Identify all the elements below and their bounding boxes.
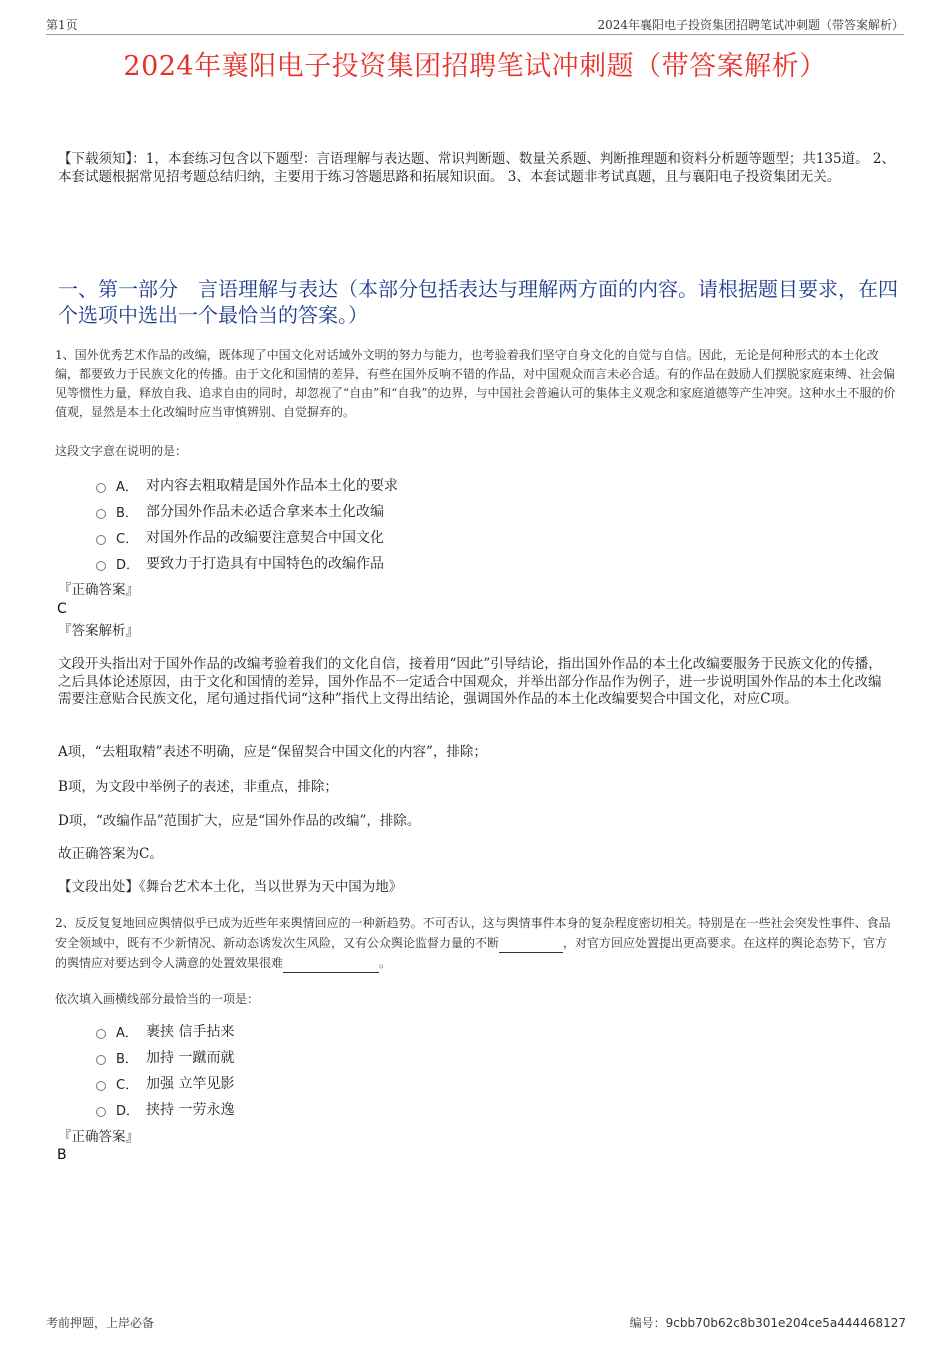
radio-icon[interactable] xyxy=(96,1055,106,1065)
section-heading: 一、第一部分 言语理解与表达（本部分包括表达与理解两方面的内容。请根据题目要求，在四个选项中选出一个最恰当的答案。） xyxy=(58,277,898,327)
q1-explain-d: D项，“改编作品”范围扩大，应是“国外作品的改编”，排除。 xyxy=(58,813,421,829)
q1-option-b[interactable]: B． 部分国外作品未必适合拿来本土化改编 xyxy=(96,498,398,524)
radio-icon[interactable] xyxy=(96,483,106,493)
q1-analysis: 文段开头指出对于国外作品的改编考验着我们的文化自信，接着用“因此”引导结论，指出国外作品的本土化改编要服务于民族文化的传播，之后具体论述原因，由于文化和国情的差异，国外作品不一定适合中国观众，并举出部分作品作为例子，进一步说明国外作品的本土化改编需要注意贴合民族文化，尾句通过指代词“这种”指代上文得出结论，强调国外作品的本土化改编要契合中国文化，对应C项。 xyxy=(58,656,882,707)
page-number: 第1页 xyxy=(46,18,78,32)
download-notice: 【下载须知】：1，本套练习包含以下题型：言语理解与表达题、常识判断题、数量关系题、判断推理题和资料分析题等题型；共135道。 2、本套试题根据常见招考题总结归纳，主要用于练习答题思路和拓展知识面。 3、本套试题非考试真题，且与襄阳电子投资集团无关。 xyxy=(58,151,895,185)
q1-conclusion: 故正确答案为C。 xyxy=(58,846,163,862)
q2-option-a[interactable]: A． 裹挟 信手拈来 xyxy=(96,1018,234,1044)
q1-stem: 1、国外优秀艺术作品的改编，既体现了中国文化对话域外文明的努力与能力，也考验着我们坚守自身文化的自觉与自信。因此，无论是何种形式的本土化改编，都要致力于民族文化的传播。由于文化和国情的差异，有些在国外反响不错的作品，对中国观众而言未必合适。有的作品在鼓励人们摆脱家庭束缚、社会偏见等惯性力量，释放自我、追求自由的同时，却忽视了“自由”和“自我”的边界，与中国社会普遍认可的集体主义观念和家庭道德等产生冲突。这种水土不服的价值观，显然是本土化改编时应当审慎辨别、自觉摒弃的。 xyxy=(55,348,896,419)
q1-source: 【文段出处】《舞台艺术本土化，当以世界为天中国为地》 xyxy=(58,879,403,895)
q1-options xyxy=(96,472,398,576)
q1-analysis-label: 『答案解析』 xyxy=(58,623,139,639)
header-doc-title: 2024年襄阳电子投资集团招聘笔试冲刺题（带答案解析） xyxy=(597,18,904,32)
radio-icon[interactable] xyxy=(96,561,106,571)
q1-option-c[interactable]: C． 对国外作品的改编要注意契合中国文化 xyxy=(96,524,398,550)
q1-explain-b: B项，为文段中举例子的表述，非重点，排除； xyxy=(58,779,338,795)
q2-option-c[interactable]: C． 加强 立竿见影 xyxy=(96,1070,234,1096)
radio-icon[interactable] xyxy=(96,535,106,545)
q2-prompt: 依次填入画横线部分最恰当的一项是： xyxy=(55,992,260,1006)
radio-icon[interactable] xyxy=(96,1029,106,1039)
page-header xyxy=(46,16,904,35)
document-title: 2024年襄阳电子投资集团招聘笔试冲刺题（带答案解析） xyxy=(123,51,827,82)
q1-explain-a: A项，“去粗取精”表述不明确，应是“保留契合中国文化的内容”，排除； xyxy=(58,744,487,760)
footer-slogan: 考前押题，上岸必备 xyxy=(46,1316,155,1330)
q2-blank-1[interactable] xyxy=(499,933,563,953)
q1-answer-label: 『正确答案』 xyxy=(58,582,139,598)
q2-answer: B xyxy=(57,1147,67,1163)
radio-icon[interactable] xyxy=(96,1107,106,1117)
radio-icon[interactable] xyxy=(96,509,106,519)
q1-option-a[interactable]: A． 对内容去粗取精是国外作品本土化的要求 xyxy=(96,472,398,498)
q1-answer: C xyxy=(57,601,67,617)
q1-option-d[interactable]: D． 要致力于打造具有中国特色的改编作品 xyxy=(96,550,398,576)
q2-option-d[interactable]: D． 挟持 一劳永逸 xyxy=(96,1096,234,1122)
q2-option-b[interactable]: B． 加持 一蹴而就 xyxy=(96,1044,234,1070)
q2-options xyxy=(96,1018,234,1122)
q2-blank-2[interactable] xyxy=(283,953,379,973)
q2-stem: 2、反反复复地回应舆情似乎已成为近些年来舆情回应的一种新趋势。不可否认，这与舆情事件本身的复杂程度密切相关。特别是在一些社会突发性事件、食品安全领域中，既有不少新情况、新动态诱发次生风险，又有公众舆论监督力量的不断 ，对官方回应处置提出更高要求。在这样的舆论态势下，官方的舆情应对要达到令人满意的处置效果很难 。 xyxy=(55,914,898,973)
footer-doc-id: 编号：9cbb70b62c8b301e204ce5a444468127 xyxy=(629,1316,906,1330)
q2-answer-label: 『正确答案』 xyxy=(58,1129,139,1145)
radio-icon[interactable] xyxy=(96,1081,106,1091)
q1-prompt: 这段文字意在说明的是： xyxy=(55,444,188,458)
